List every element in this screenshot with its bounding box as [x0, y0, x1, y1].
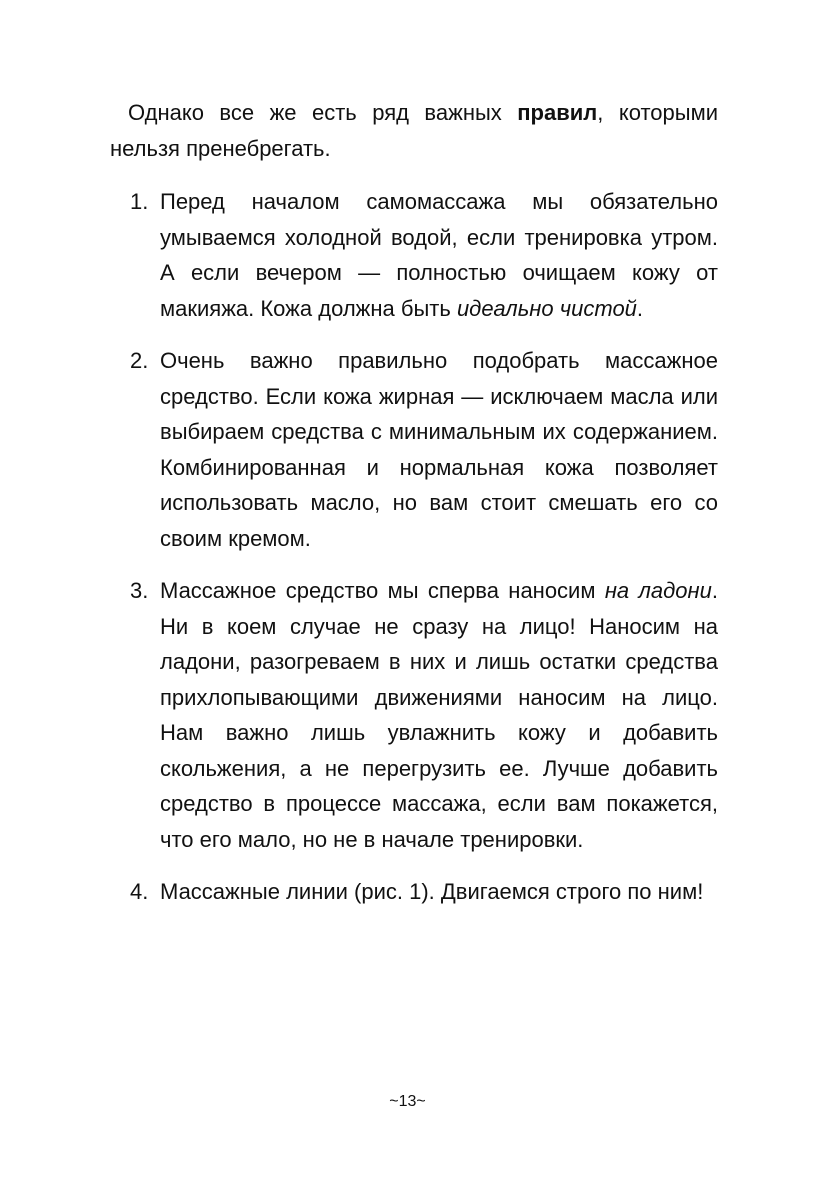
- page-number: ~13~: [389, 1093, 426, 1110]
- intro-text-end: , которыми нельзя пренебрегать.: [110, 100, 718, 161]
- list-item-text: Массажные линии (рис. 1). Двигаемся строго по ним!: [160, 879, 704, 904]
- list-item: [110, 343, 718, 556]
- list-item: [110, 573, 718, 857]
- list-item-italic: идеально чистой: [456, 295, 637, 321]
- list-item-text: Массажное средство мы сперва наносим: [160, 578, 605, 603]
- intro-bold-word: правил: [517, 100, 598, 125]
- list-item: [110, 874, 718, 910]
- list-item-italic: на ладони: [604, 578, 712, 603]
- intro-paragraph: [110, 95, 718, 166]
- list-item-text-end: . Ни в коем случае не сразу на лицо! Наносим на ладони, разогреваем в них и лишь остатки средства прихлопывающими движениями наносим на лицо. Нам важно лишь увлажнить кожу и добавить скольжения, а не перегрузить ее. Лучше добавить средство в процессе массажа, если вам покажется, что его мало, но не в начале тренировки.: [160, 578, 718, 852]
- list-item-text-end: .: [636, 295, 644, 321]
- page-body: [110, 95, 718, 927]
- intro-text: Однако все же есть ряд важных: [128, 100, 518, 125]
- list-item-number: 1.: [130, 189, 149, 214]
- rules-list: [110, 184, 718, 910]
- list-item-number: 3.: [130, 578, 149, 603]
- list-item-number: 4.: [130, 879, 149, 904]
- list-item: [110, 184, 718, 326]
- list-item-text: Очень важно правильно подобрать массажное средство. Если кожа жирная — исключаем масла или выбираем средства с минимальным их содержанием. Комбинированная и нормальная кожа позволяет использовать масло, но вам стоит смешать его со своим кремом.: [160, 348, 718, 551]
- list-item-number: 2.: [130, 348, 149, 373]
- list-item-text: Перед началом самомассажа мы обязательно умываемся холодной водой, если тренировка утром. А если вечером — полностью очищаем кожу от макияжа. Кожа должна быть: [160, 189, 718, 321]
